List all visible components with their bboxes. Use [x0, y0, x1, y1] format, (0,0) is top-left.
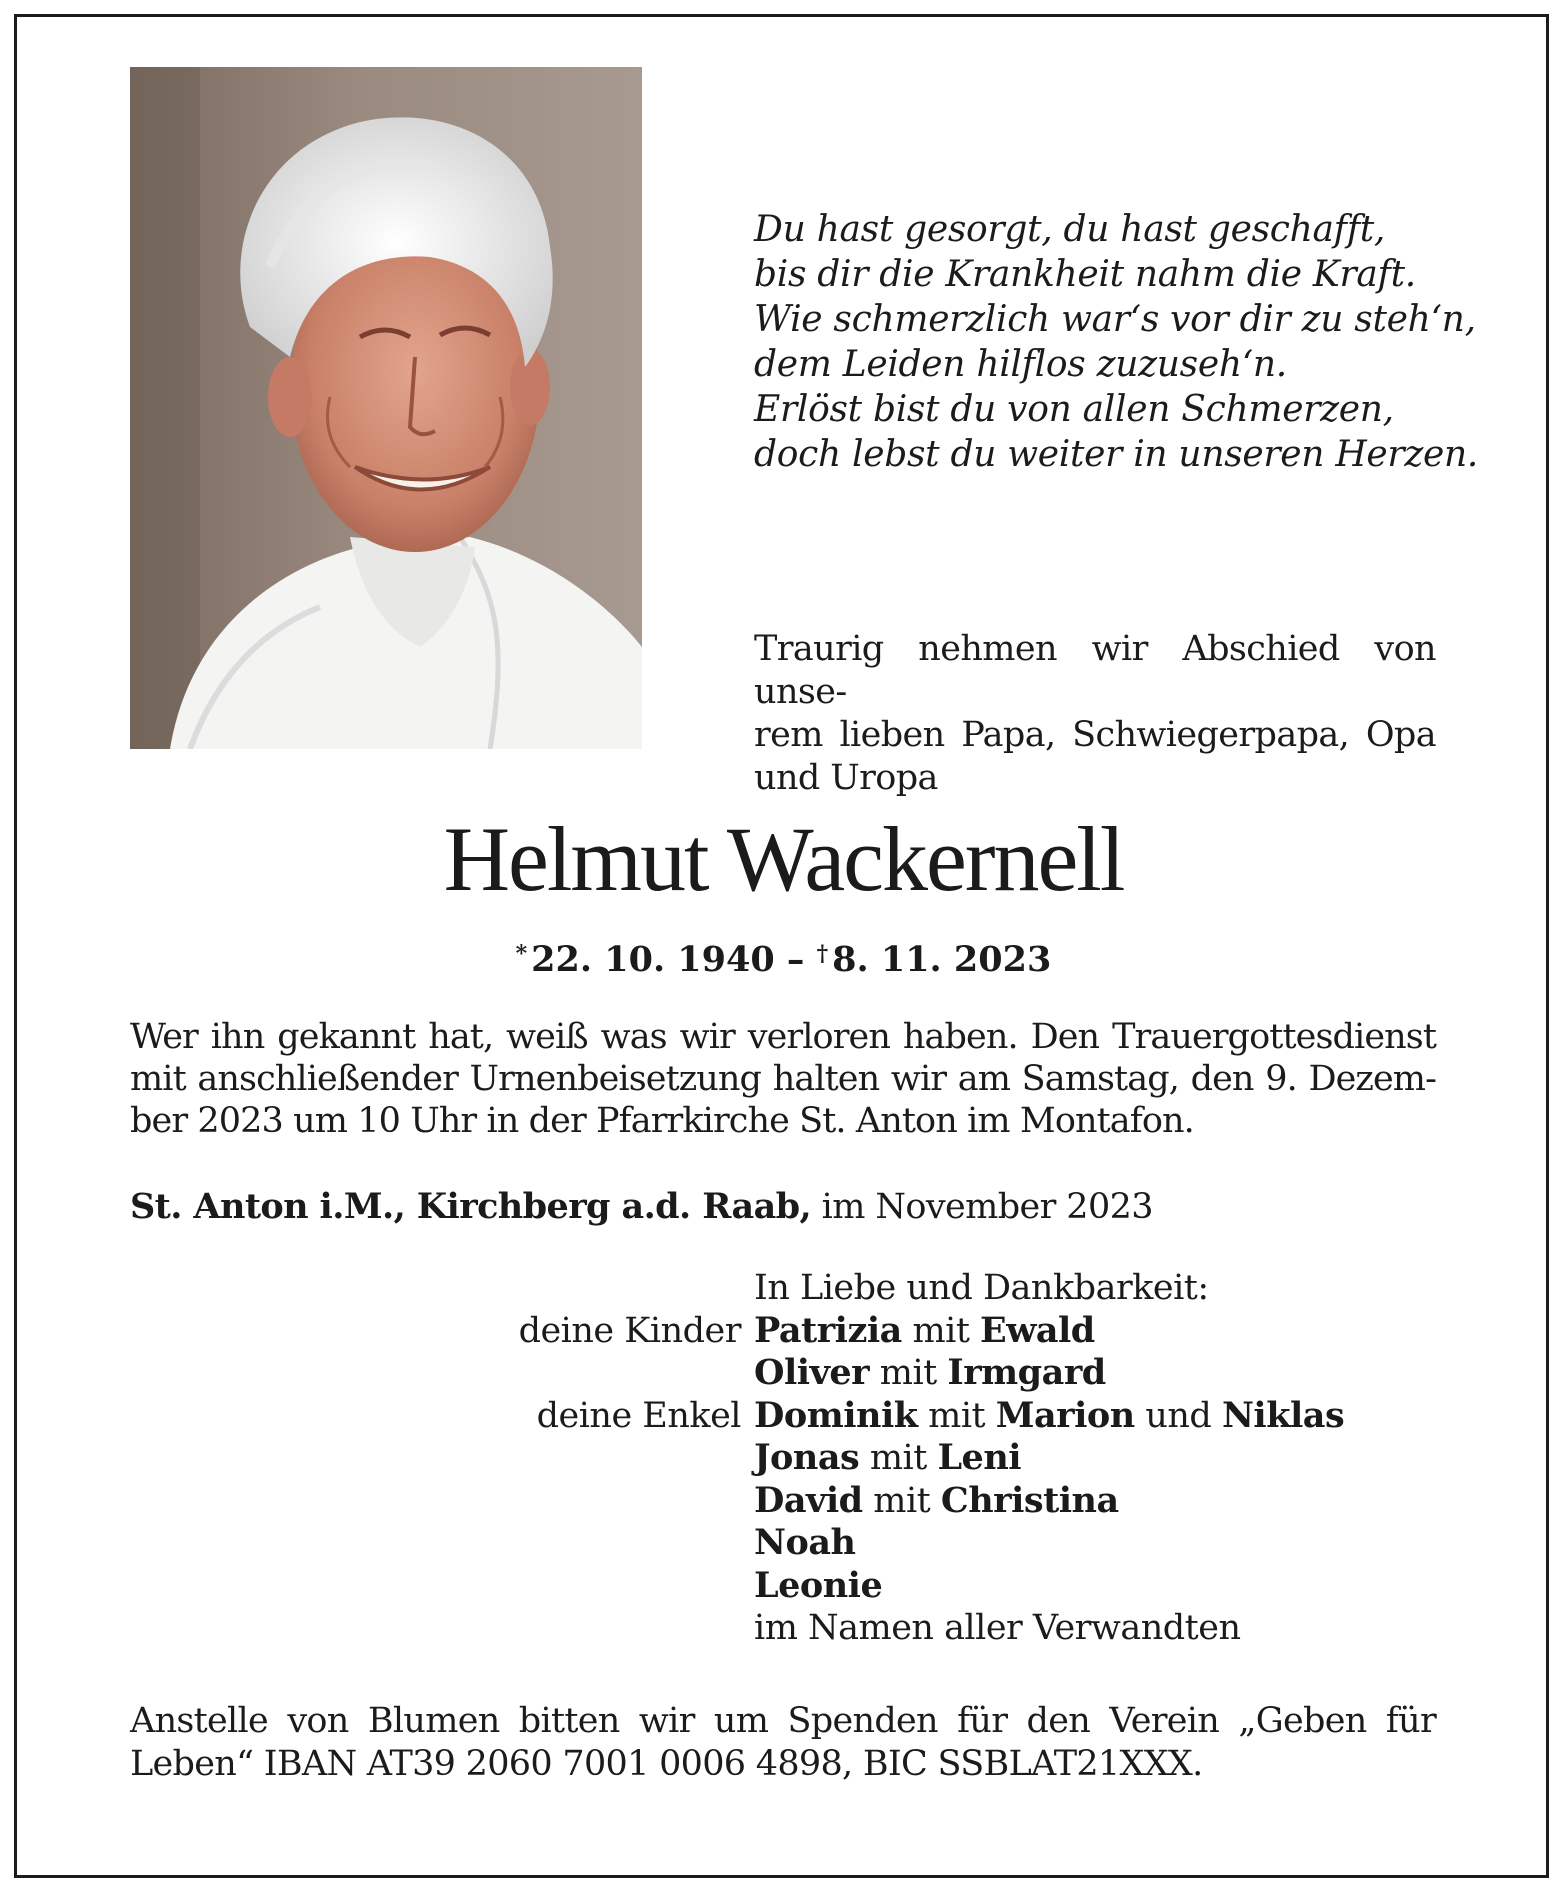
poem-line: Du hast gesorgt, du hast geschafft,	[754, 209, 1386, 250]
birth-symbol: *	[515, 941, 528, 967]
family-row	[0, 1522, 1567, 1565]
date-separator: –	[774, 939, 817, 980]
place-date: im November 2023	[811, 1187, 1153, 1227]
donation-request	[130, 1700, 1436, 1786]
poem-line: bis dir die Krankheit nahm die Kraft.	[754, 254, 1416, 295]
family-closing-row	[0, 1607, 1567, 1650]
family-row: Oliver mit Irmgard	[754, 1352, 1106, 1393]
place-date-line	[130, 1186, 1153, 1228]
body-line: Wer ihn gekannt hat, weiß was wir verloren haben. Den Trauergottesdienst	[130, 1017, 1436, 1057]
poem-line: doch lebst du weiter in unseren Herzen.	[754, 434, 1479, 475]
intro-line: rem lieben Papa, Schwiegerpapa, Opa	[754, 715, 1436, 755]
grandchildren-label: deine Enkel	[536, 1395, 741, 1436]
life-dates	[0, 932, 1567, 982]
family-member: David	[754, 1479, 863, 1521]
poem-line: Erlöst bist du von allen Schmerzen,	[754, 389, 1394, 430]
family-row: Jonas mit Leni	[754, 1437, 1022, 1478]
family-member: Dominik	[754, 1394, 918, 1436]
farewell-intro	[754, 628, 1436, 800]
family-member: Marion	[995, 1394, 1135, 1436]
intro-line: Traurig nehmen wir Abschied von unse-	[754, 629, 1436, 712]
family-member: Oliver	[754, 1352, 870, 1393]
family-member: Jonas	[754, 1437, 860, 1478]
family-row: deine Kinder Patrizia mit Ewald	[518, 1309, 1095, 1351]
donation-line: Anstelle von Blumen bitten wir um Spenden für den Verein „Geben für	[130, 1701, 1436, 1741]
family-heading-row	[0, 1267, 1567, 1310]
family-heading: In Liebe und Dankbarkeit:	[754, 1268, 1209, 1308]
death-symbol: †	[816, 941, 829, 967]
poem	[754, 207, 1479, 477]
family-member: Irmgard	[947, 1352, 1106, 1393]
family-row	[0, 1565, 1567, 1608]
intro-line: und Uropa	[754, 758, 938, 798]
donation-line: Leben“ IBAN AT39 2060 7001 0006 4898, BIC SSBLAT21XXX.	[130, 1744, 1203, 1784]
family-member: Patrizia	[754, 1309, 902, 1351]
service-announcement	[130, 1016, 1436, 1142]
family-list	[0, 1267, 1567, 1650]
death-date: 8. 11. 2023	[832, 939, 1052, 980]
family-member: Ewald	[980, 1309, 1095, 1351]
body-line: mit anschließender Urnenbeisetzung halten wir am Samstag, den 9. Dezem-	[130, 1059, 1436, 1099]
family-member: Leni	[937, 1437, 1022, 1478]
place-locations: St. Anton i.M., Kirchberg a.d. Raab,	[130, 1186, 812, 1227]
deceased-name: Helmut Wackernell	[443, 808, 1124, 910]
family-member: Christina	[940, 1479, 1119, 1521]
body-line: ber 2023 um 10 Uhr in der Pfarrkirche St. Anton im Montafon.	[130, 1101, 1194, 1141]
family-member: Niklas	[1221, 1394, 1345, 1436]
poem-line: dem Leiden hilflos zuzuseh‘n.	[754, 344, 1287, 385]
portrait-photo	[130, 67, 642, 749]
family-row: David mit Christina	[754, 1479, 1119, 1521]
family-closing: im Namen aller Verwandten	[754, 1608, 1241, 1648]
children-label: deine Kinder	[518, 1310, 741, 1351]
birth-date: 22. 10. 1940	[531, 939, 775, 980]
family-row: deine Enkel Dominik mit Marion und Niklas	[536, 1394, 1345, 1436]
family-member: Noah	[754, 1522, 856, 1563]
family-member: Leonie	[754, 1564, 883, 1606]
poem-line: Wie schmerzlich war‘s vor dir zu steh‘n,	[754, 299, 1476, 340]
